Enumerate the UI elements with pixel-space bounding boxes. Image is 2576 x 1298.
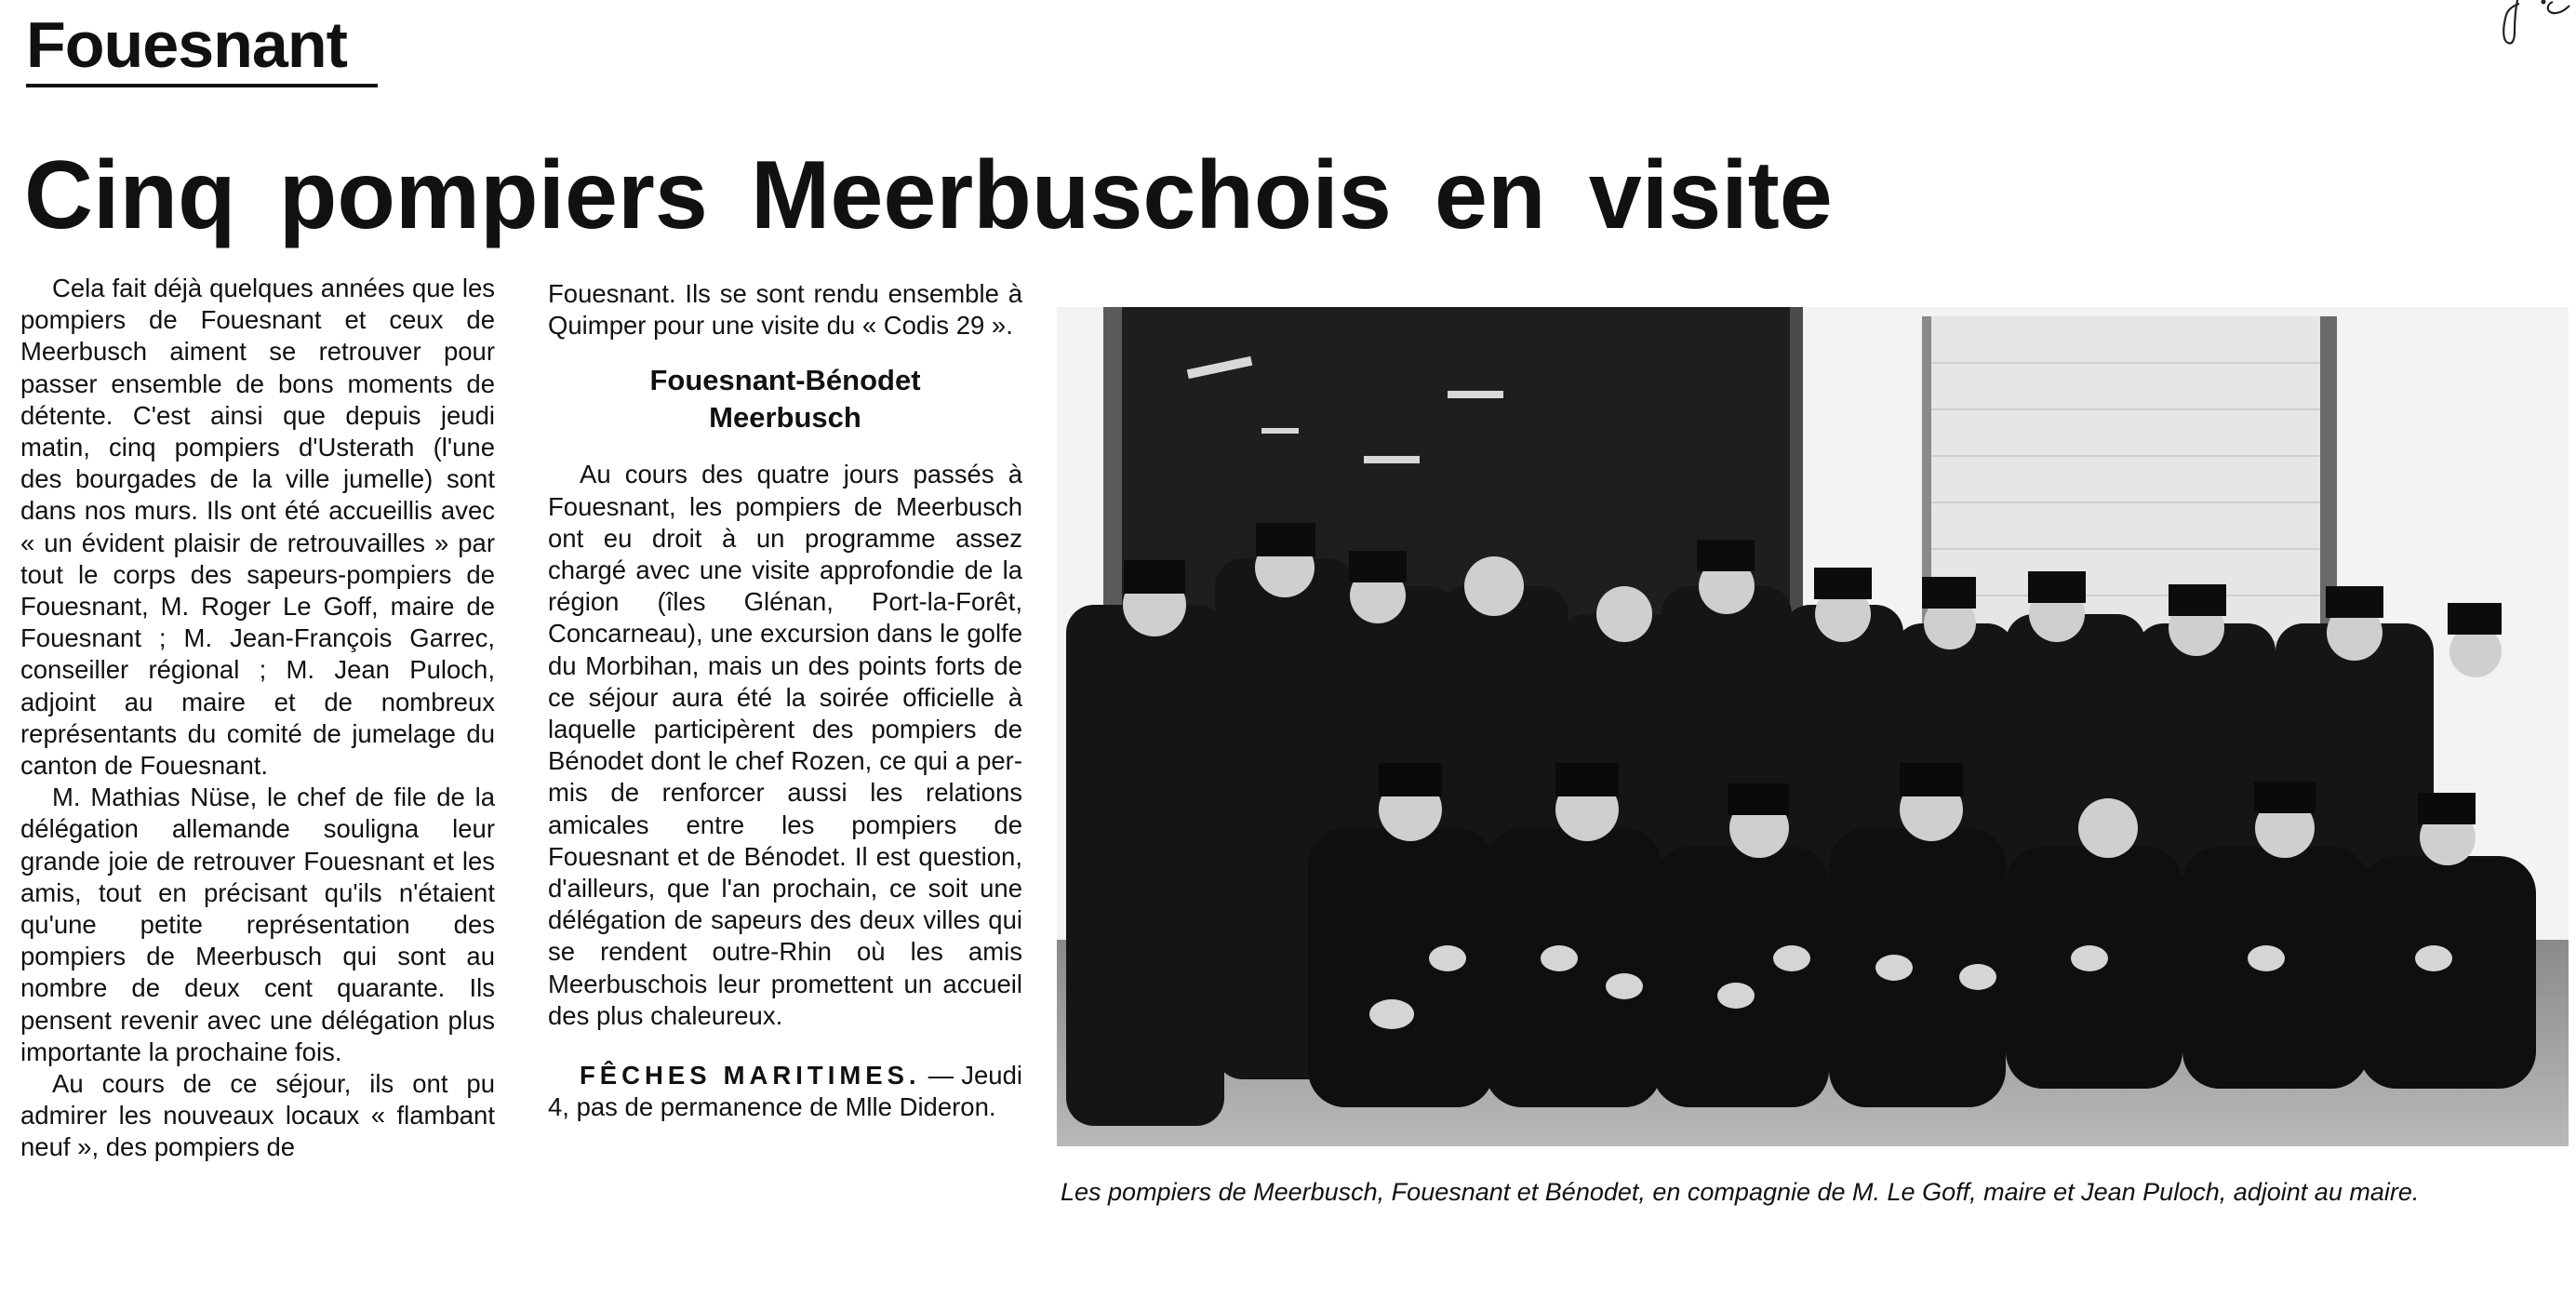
handwritten-mark-icon	[2456, 0, 2576, 48]
article-column-1	[20, 273, 495, 1164]
brief-dash: —	[920, 1061, 962, 1091]
paragraph: Au cours de ce séjour, ils ont pu admirer les nouveaux locaux « flambant neuf », des pompiers de	[20, 1069, 495, 1162]
subheading-line-1: Fouesnant-Bénodet	[649, 364, 921, 397]
photo-illustration	[1057, 307, 2569, 1146]
photo-caption: Les pompiers de Meerbusch, Fouesnant et Bénodet, en compagnie de M. Le Goff, maire et Jean Puloch, adjoint au maire.	[1061, 1178, 2420, 1206]
subheading	[548, 362, 1022, 436]
kicker-underline	[26, 84, 378, 87]
paragraph: Au cours des quatre jours passés à Fouesnant, les pompiers de Meerbusch ont eu droit à un programme assez chargé avec une visite approfondie de la région (îles Glénan, Port-la-Forêt, Concarneau), une excursion dans le golfe du Morbihan, mais un des points forts de ce séjour aura été la soirée officielle à laquelle participèrent des pompiers de Bénodet dont le chef Rozen, ce qui a permis de renforcer aussi les relations amicales entre les pompiers de Fouesnant et de Bénodet. Il est question, d'ailleurs, que l'an prochain, ce soit une délégation de sapeurs des deux villes qui se rendent outre-Rhin où les amis Meerbuschois leur promettent un accueil des plus chaleureux.	[548, 460, 1022, 1030]
subheading-line-2: Meerbusch	[709, 401, 861, 435]
paragraph: Cela fait déjà quelques années que les pompiers de Fouesnant et ceux de Meerbusch aiment se retrouver pour passer ensemble de bons moments de détente. C'est ainsi que depuis jeudi matin, cinq pompiers d'Usterath (l'une des bourgades de la ville jumelle) sont dans nos murs. Ils ont été accueillis avec « un évident plaisir de retrouvailles » par tout le corps des sapeurs-pompiers de Fouesnant, M. Roger Le Goff, maire de Fouesnant ; M. Jean-François Garrec, conseiller régional ; M. Jean Puloch, adjoint au maire et de nombreux représentants du comité de jumelage du canton de Fouesnant.	[20, 274, 495, 781]
group-photo	[1057, 307, 2569, 1146]
section-kicker: Fouesnant	[26, 8, 347, 81]
article-headline: Cinq pompiers Meerbuschois en visite	[24, 141, 1833, 249]
brief-text: Jeudi 4, pas de permanence de Mlle Dideron.	[548, 1061, 1023, 1122]
news-brief	[548, 1060, 1022, 1123]
paragraph-continuation: Fouesnant. Ils se sont rendu ensemble à Quimper pour une visite du « Codis 29 ».	[548, 279, 1022, 341]
paragraph: M. Mathias Nüse, le chef de file de la délégation allemande souligna leur grande joie de retrouver Fouesnant et les amis, tout en précisant qu'ils n'étaient qu'une petite représentation des pompiers de Meerbusch qui sont au nombre de deux cent quarante. Ils pensent revenir avec une délégation plus importante la prochaine fois.	[20, 783, 495, 1066]
article-column-2	[548, 278, 1022, 1123]
brief-title: FÊCHES MARITIMES.	[580, 1061, 921, 1091]
